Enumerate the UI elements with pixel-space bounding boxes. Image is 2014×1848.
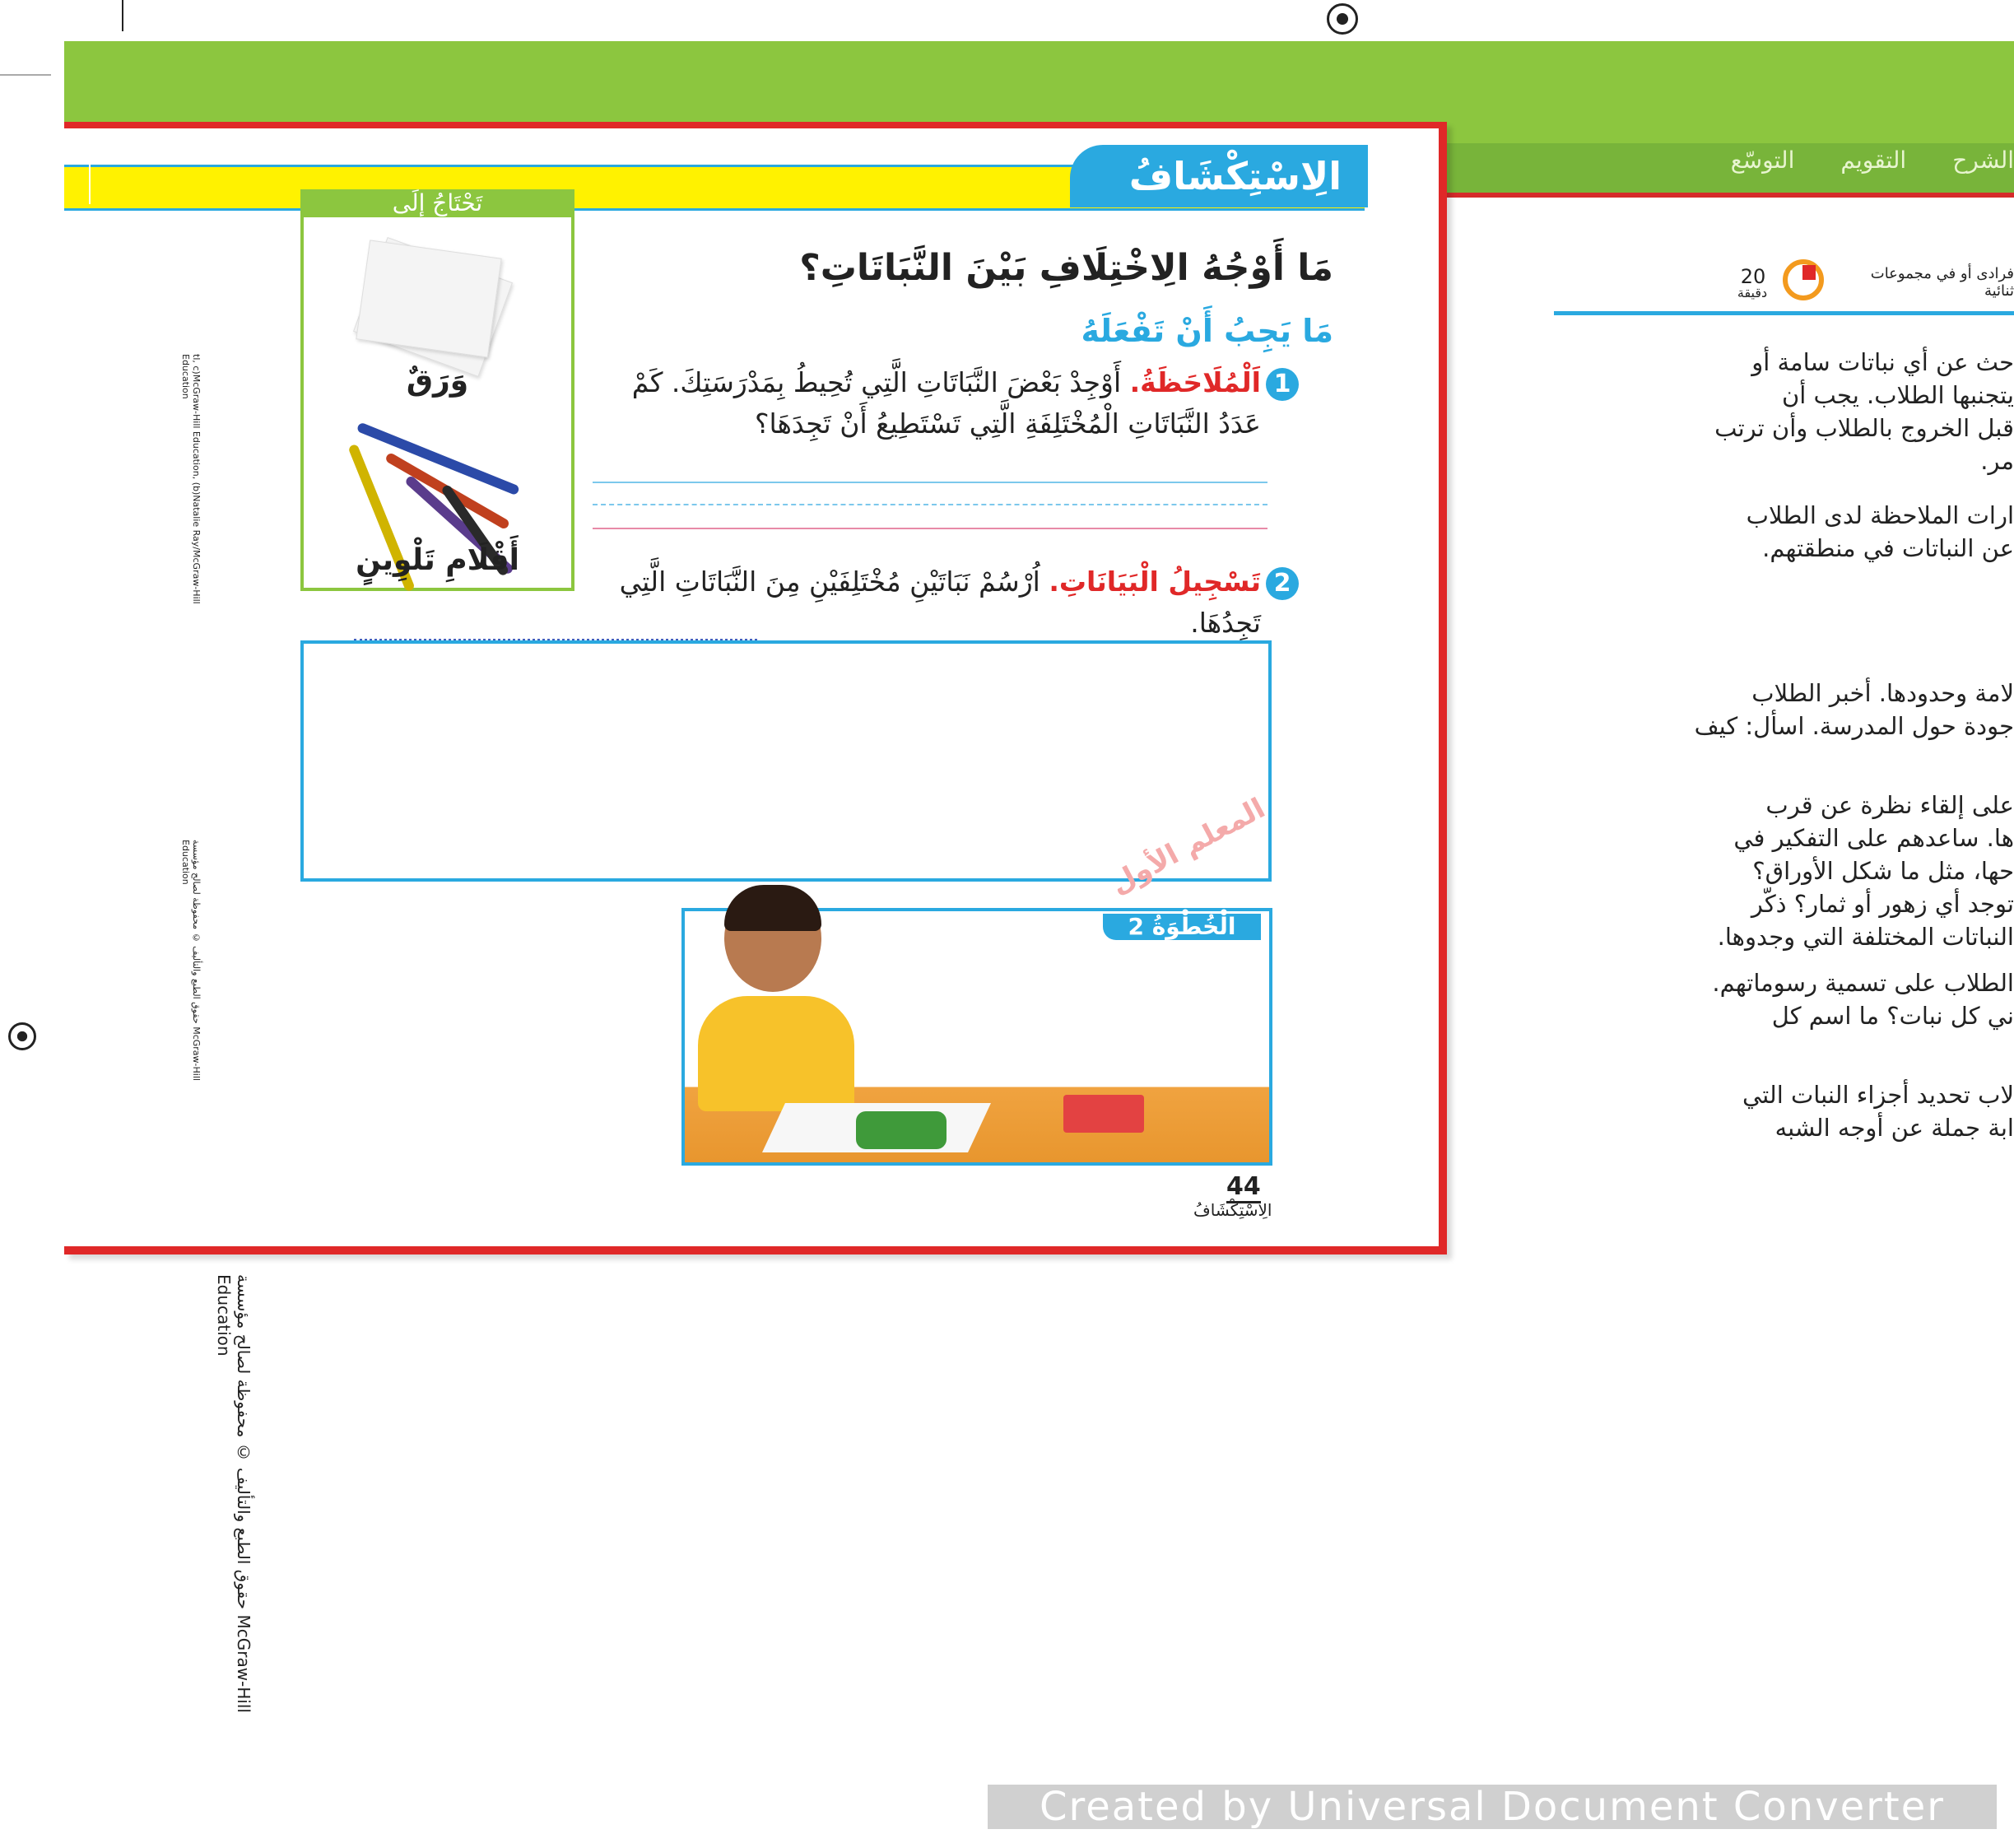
photo-credit: tl, c)McGraw-Hill Education, (b)Natalie Ray/McGraw-Hill Education [180, 354, 202, 604]
note-line: ها. ساعدهم على التفكير في [1733, 824, 2014, 852]
material-label-paper: وَرَقٌ [406, 364, 469, 398]
what-to-do-heading: مَا يَجِبُ أَنْ تَفْعَلَهُ [1081, 313, 1333, 349]
teacher-notes [1547, 346, 2014, 1144]
teacher-rule [1554, 311, 2014, 315]
step-2-heading: تَسْجِيلُ الْبَيَانَاتِ. [1049, 566, 1261, 598]
note-line: على إلقاء نظرة عن قرب [1765, 791, 2014, 819]
copyright-small: حقوق الطبع والتأليف © محفوظة لصالح مؤسسة McGraw-Hill Education [180, 840, 202, 1081]
note-line: الطلاب على تسمية رسوماتهم. [1712, 969, 2014, 997]
answer-line-top[interactable] [593, 482, 1267, 483]
timer-value: 20 [1740, 265, 1766, 288]
red-watermark: المعلم الأول [1105, 791, 1271, 901]
timer-unit: دقيقة [1737, 285, 1768, 300]
band-tick [89, 165, 91, 204]
main-question: مَا أَوْجُهُ الِاخْتِلَافِ بَيْنَ النَّبَاتَاتِ؟ [799, 247, 1333, 289]
page-section-name: الِاسْتِكْشَافُ [1193, 1200, 1272, 1220]
step-2-body: اُرْسُمْ نَبَاتَيْنِ مُخْتَلِفَيْنِ مِنَ النَّبَاتَاتِ الَّتِي تَجِدُهَا. [619, 566, 1261, 639]
step-1-body: أَوْجِدْ بَعْضَ النَّبَاتَاتِ الَّتِي تُحِيطُ بِمَدْرَسَتِكَ. كَمْ عَدَدُ النَّبَاتَاتِ الْمُخْتَلِفَةِ الَّتِي تَسْتَطِيعُ أَنْ تَجِدَهَا؟ [631, 366, 1261, 440]
nav-item-explain[interactable]: الشرح [1952, 147, 2014, 174]
registration-mark-icon [1327, 3, 1358, 35]
crop-mark-vertical [122, 0, 123, 31]
note-line: مر. [1980, 447, 2014, 475]
note-line: ابة جملة عن أوجه الشبه [1774, 1114, 2014, 1142]
note-line: جودة حول المدرسة. اسأل: كيف [1694, 712, 2014, 740]
registration-mark-icon [8, 1022, 36, 1050]
step-2-text [593, 561, 1261, 644]
boy-shirt [698, 996, 854, 1111]
note-line: لاب تحديد أجزاء النبات التي [1742, 1081, 2014, 1109]
nav-item-extend[interactable]: التوسّع [1730, 147, 1795, 174]
step-1-number: 1 [1266, 368, 1299, 401]
section-title: الِاسْتِكْشَافُ [1128, 154, 1342, 198]
step-1-heading: اَلْمُلَاحَظَةُ. [1129, 366, 1261, 398]
converter-watermark: Created by Universal Document Converter [988, 1785, 1997, 1829]
note-line: يتجنبها الطلاب. يجب أن [1781, 381, 2014, 409]
answer-line-bottom[interactable] [593, 528, 1267, 529]
answer-line-middle[interactable] [593, 504, 1267, 505]
drawing-area[interactable] [300, 640, 1272, 882]
green-drawing [856, 1111, 947, 1149]
copyright-large: حقوق الطبع والتأليف © محفوظة لصالح مؤسسة McGraw-Hill Education [214, 1274, 253, 1713]
paper-sheet [356, 240, 501, 357]
crop-mark-horizontal [0, 74, 51, 76]
note-line: حها، مثل ما شكل الأوراق؟ [1752, 857, 2014, 885]
page-number: 44 [1226, 1172, 1261, 1203]
note-line: توجد أي زهور أو ثمار؟ ذكّر [1751, 890, 2014, 918]
step-2-number: 2 [1266, 567, 1299, 600]
note-line: ارات الملاحظة لدى الطلاب [1746, 501, 2014, 529]
note-line: ني كل نبات؟ ما اسم كل [1771, 1002, 2014, 1030]
note-line: لامة وحدودها. أخبر الطلاب [1751, 679, 2014, 707]
note-line: عن النباتات في منطقتهم. [1762, 534, 2014, 562]
materials-heading: تَحْتَاجُ إِلَى [300, 189, 574, 217]
note-line: حث عن أي نباتات سامة أو [1751, 348, 2014, 376]
teacher-nav-items [1731, 147, 2014, 183]
note-line: قبل الخروج بالطلاب وأن ترتب [1714, 414, 2014, 442]
timer-wedge [1802, 265, 1816, 280]
nav-item-evaluate[interactable]: التقويم [1840, 147, 1907, 174]
note-line: النباتات المختلفة التي وجدوها. [1717, 923, 2014, 951]
photo-step-label: الْخُطْوَةُ 2 [1103, 914, 1261, 940]
crayon-box [1063, 1095, 1144, 1133]
material-label-crayons: أَقْلَامِ تَلْوِينٍ [356, 543, 519, 577]
grouping-label: فرادى أو في مجموعات ثنائية [1870, 265, 2014, 300]
step-1-text [593, 362, 1261, 445]
teacher-nav-divider [1447, 193, 2014, 198]
